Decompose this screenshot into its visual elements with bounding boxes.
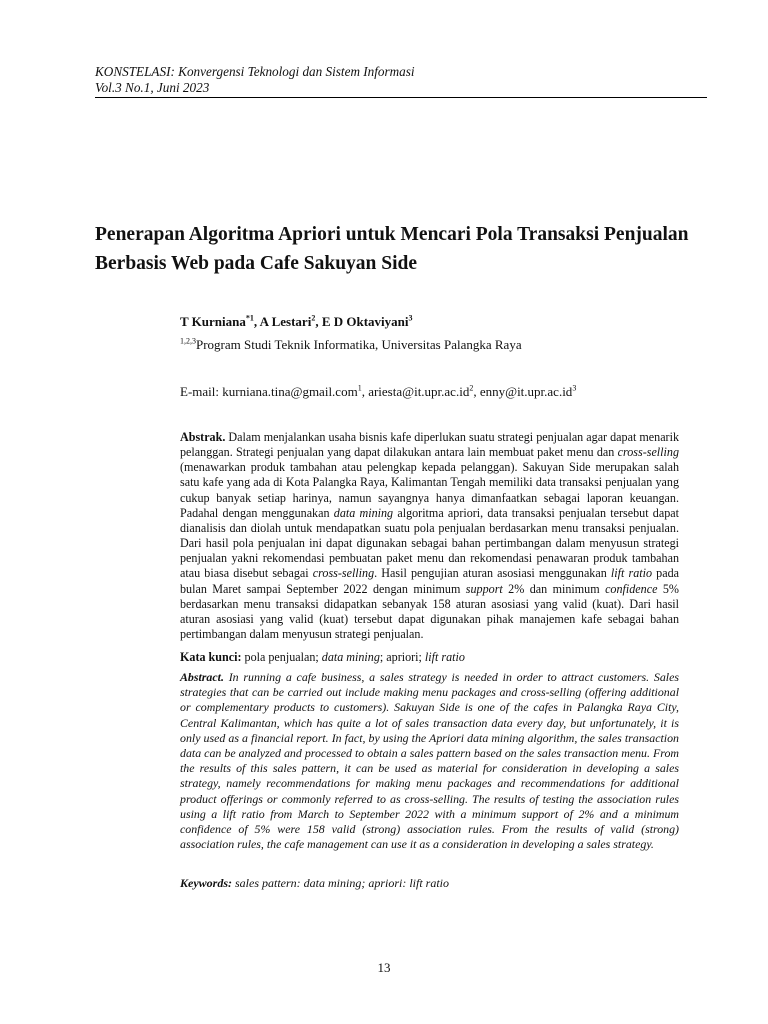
journal-header <box>95 64 707 96</box>
page-number: 13 <box>377 960 391 975</box>
author-1: T Kurniana <box>180 314 246 329</box>
email-label: E-mail: <box>180 384 223 399</box>
abstrak-text: . Hasil pengujian aturan asosiasi menggunakan <box>374 566 611 581</box>
email-3-sup: 3 <box>572 383 577 393</box>
affiliation-text: Program Studi Teknik Informatika, Universitas Palangka Raya <box>196 337 522 352</box>
abstrak-term: confidence <box>605 581 658 596</box>
email-separator: , <box>361 384 369 399</box>
header-rule <box>95 97 707 98</box>
author-2-sup: 2 <box>311 313 316 323</box>
kata-kunci <box>180 650 679 665</box>
abstrak-term: support <box>465 581 503 596</box>
kata-kunci-label: Kata kunci: <box>180 650 242 664</box>
email-2[interactable]: ariesta@it.upr.ac.id <box>368 384 470 399</box>
abstrak-text: pada bulan Maret sampai September 2022 dengan minimum <box>180 566 680 596</box>
journal-volume: Vol.3 No.1, Juni 2023 <box>95 80 210 95</box>
abstrak-term: lift ratio <box>610 566 653 581</box>
keywords-label: Keywords: <box>180 876 232 890</box>
keywords-text: sales pattern: data mining; apriori: lift ratio <box>232 876 450 890</box>
kata-kunci-text: pola penjualan; <box>241 650 322 664</box>
abstrak-paragraph <box>180 430 679 642</box>
email-1-sup: 1 <box>357 383 362 393</box>
keywords <box>180 876 679 891</box>
abstrak-text: Dalam menjalankan usaha bisnis kafe diperlukan suatu strategi penjualan agar dapat menarik pelanggan. Strategi penjualan yang dapat dilakukan antara lain membuat paket menu dan <box>180 430 679 460</box>
abstrak-term: cross-selling <box>617 445 679 460</box>
author-2: A Lestari <box>259 314 312 329</box>
email-3[interactable]: enny@it.upr.ac.id <box>479 384 573 399</box>
kata-kunci-text: ; apriori; <box>379 650 425 664</box>
author-1-sup: *1 <box>245 313 254 323</box>
author-list <box>180 314 413 330</box>
affiliation <box>180 337 522 353</box>
abstrak-label: Abstrak. <box>180 430 226 444</box>
abstrak-text: (menawarkan produk tambahan atau pelengkap kepada pelanggan). Sakuyan Side merupakan salah satu kafe yang ada di Kota Palangka Raya, Kalimantan Tengah memiliki data transaksi penjualan yang cukup banyak setiap harinya, namun sayangnya hanya dimanfaatkan sebagai laporan keuangan. Padahal dengan menggunakan <box>180 460 679 520</box>
affiliation-sup: 1,2,3 <box>180 336 196 346</box>
email-line <box>180 384 576 400</box>
abstract-label: Abstract. <box>180 670 224 684</box>
kata-kunci-term: lift ratio <box>424 650 465 664</box>
abstrak-term: cross-selling <box>312 566 375 581</box>
abstrak-text: 5% berdasarkan menu transaksi didapatkan sebanyak 158 aturan asosiasi yang valid (kuat). Dari hasil aturan asosiasi yang valid (kuat) tersebut dapat digunakan pihak manajemen kafe sebagai bahan pertimbangan dalam menyusun strategi penjualan. <box>180 581 679 642</box>
email-1[interactable]: kurniana.tina@gmail.com <box>222 384 358 399</box>
author-separator: , <box>315 314 322 329</box>
author-3-sup: 3 <box>408 313 413 323</box>
abstract-english <box>180 670 679 852</box>
author-3: E D Oktaviyani <box>321 314 409 329</box>
author-separator: , <box>253 314 260 329</box>
paper-title: Penerapan Algoritma Apriori untuk Mencari Pola Transaksi Penjualan Berbasis Web pada Cafe Sakuyan Side <box>95 224 689 274</box>
abstrak-text: algoritma apriori, data transaksi penjualan tersebut dapat dianalisis dan diolah untuk mendapatkan suatu pola penjualan berdasarkan menu transaksi penjualan. Dari hasil pola penjualan ini dapat digunakan sebagai bahan pertimbangan dalam menyusun strategi penjualan yakni rekomendasi pembuatan paket menu dan rekomendasi penawaran produk tambahan atau biasa disebut sebagai <box>180 505 679 581</box>
email-2-sup: 2 <box>469 383 474 393</box>
kata-kunci-term: data mining <box>321 650 380 664</box>
abstract-text: In running a cafe business, a sales strategy is needed in order to attract customers. Sales strategies that can be carried out include making menu packages and cross-selling (offering additional or complementary products to customers). Sakuyan Side is one of the cafes in Palangka Raya City, Central Kalimantan, which has quite a lot of sales transaction data every day, but unfortunately, it is only used as a financial report. In fact, by using the Apriori data mining algorithm, the sales transaction data can be analyzed and processed to obtain a sales pattern based on the sales transaction menu. From the results of this sales pattern, it can be used as material for consideration in developing a sales strategy, namely recommendations for making menu packages and recommendations for additional product offerings or commonly referred to as cross-selling. The results of testing the association rules using a lift ratio from March to September 2022 with a minimum support of 2% and a minimum confidence of 5% were 158 valid (strong) association rules. From the results of valid (strong) association rules, the cafe management can use it as a consideration in developing a sales strategy. <box>180 670 679 852</box>
email-separator: , <box>473 384 480 399</box>
abstrak-text: 2% dan minimum <box>502 581 606 596</box>
journal-name: KONSTELASI: Konvergensi Teknologi dan Sistem Informasi <box>95 64 415 79</box>
abstrak-term: data mining <box>333 505 394 520</box>
